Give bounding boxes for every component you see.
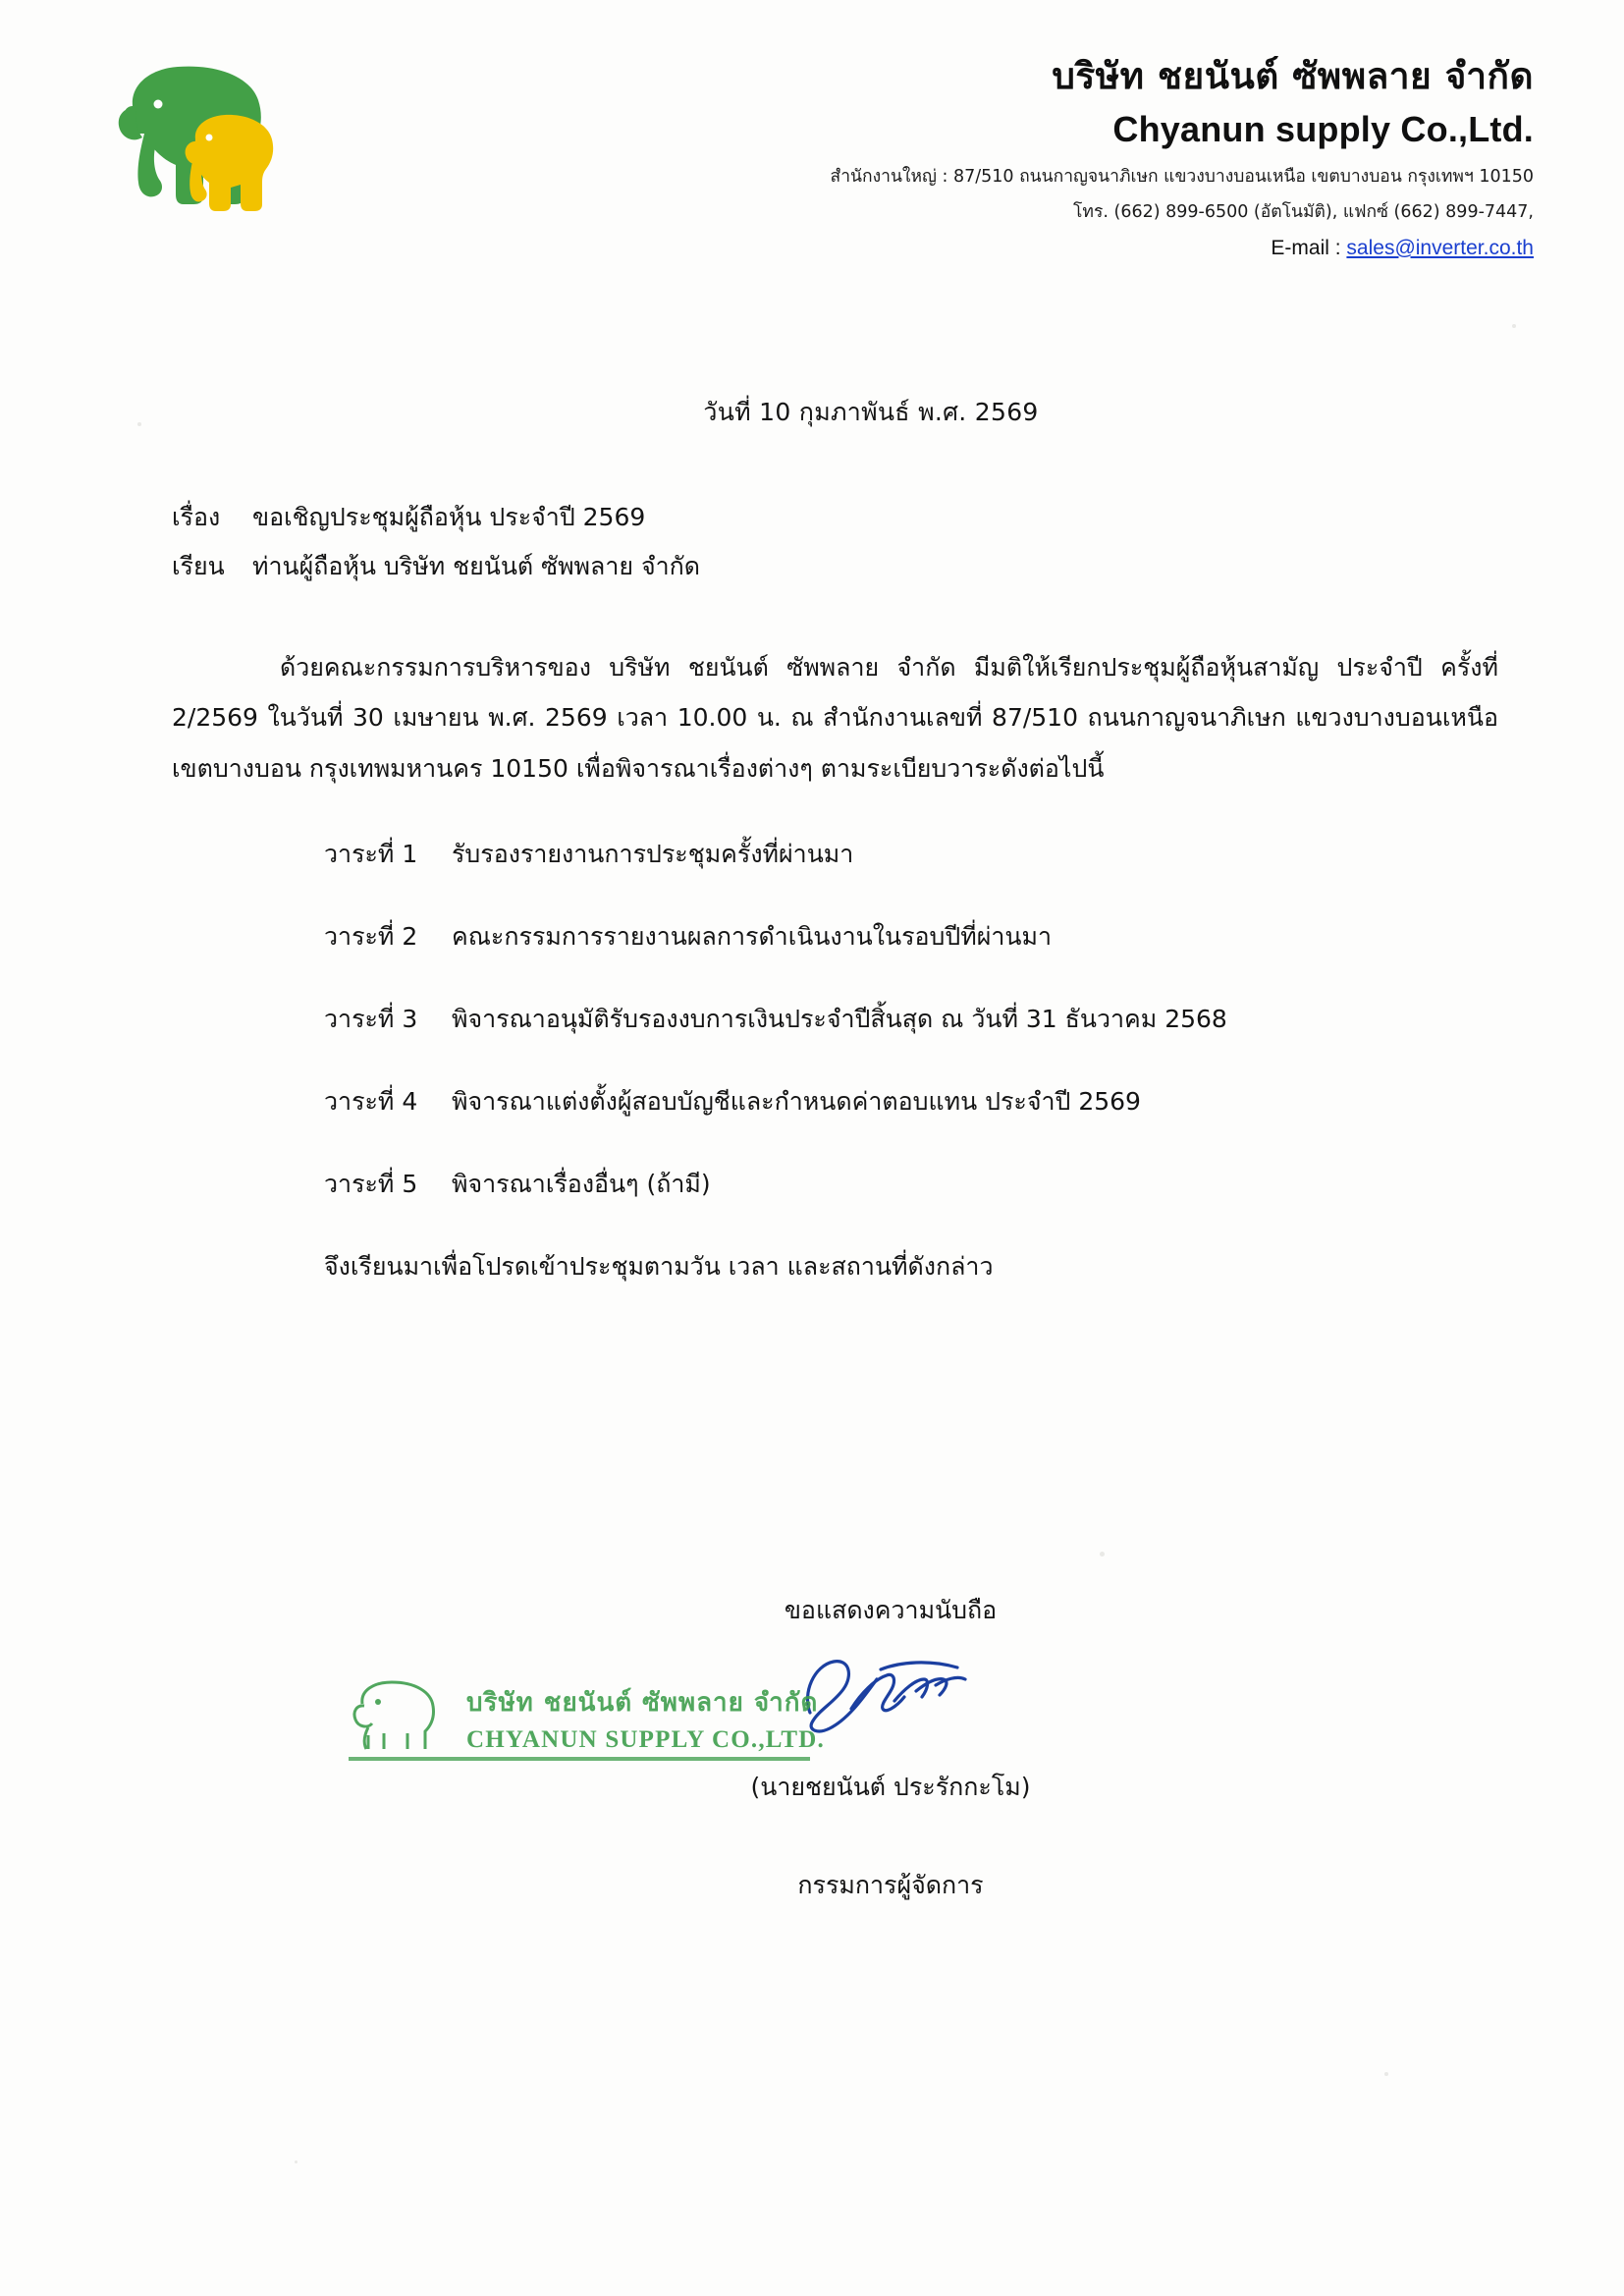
agenda-list (0, 835, 1624, 1204)
scan-speck (1384, 2072, 1388, 2076)
signature-area (0, 1591, 1624, 2082)
stamp-underline (349, 1757, 810, 1761)
scan-speck (137, 422, 141, 426)
stamp-text (466, 1682, 825, 1754)
agenda-text: รับรองรายงานการประชุมครั้งที่ผ่านมา (452, 839, 854, 868)
elephant-logo-icon (93, 49, 319, 236)
agenda-text: พิจารณาอนุมัติรับรองงบการเงินประจำปีสิ้นสุด ณ วันที่ 31 ธันวาคม 2568 (452, 1004, 1227, 1033)
attention-row (172, 542, 1624, 591)
attention-value: ท่านผู้ถือหุ้น บริษัท ชยนันต์ ซัพพลาย จำกัด (252, 552, 701, 580)
agenda-number: วาระที่ 1 (324, 839, 418, 868)
stamp-line-th: บริษัท ชยนันต์ ซัพพลาย จำกัด (466, 1688, 819, 1718)
signer-name: (นายชยนันต์ ประรักกะโม) (750, 1773, 1031, 1801)
list-item (324, 917, 1506, 957)
signer-title: กรรมการผู้จัดการ (797, 1871, 984, 1899)
agenda-text: พิจารณาเรื่องอื่นๆ (ถ้ามี) (452, 1169, 711, 1198)
company-phone-line: โทร. (662) 899-6500 (อัตโนมัติ), แฟกซ์ (662) 899-7447, (1073, 201, 1534, 222)
list-item (324, 1082, 1506, 1121)
subject-label: เรื่อง (172, 503, 221, 531)
stamp-line-en: CHYANUN SUPPLY CO.,LTD. (466, 1726, 825, 1753)
body-paragraph-text: ด้วยคณะกรรมการบริหารของ บริษัท ชยนันต์ ซัพพลาย จำกัด มีมติให้เรียกประชุมผู้ถือหุ้นสามัญ ประจำปี ครั้งที่ 2/2569 ในวันที่ 30 เมษายน พ.ศ. 2569 เวลา 10.00 น. ณ สำนักงานเลขที่ 87/510 ถนนกาญจนาภิเษก แขวงบางบอนเหนือ เขตบางบอน กรุงเทพมหานคร 10150 เพื่อพิจารณาเรื่องต่างๆ ตามระเบียบวาระดังต่อไปนี้ (172, 653, 1498, 783)
letterhead (0, 29, 1624, 324)
subject-value: ขอเชิญประชุมผู้ถือหุ้น ประจำปี 2569 (252, 503, 646, 531)
agenda-number: วาระที่ 2 (324, 921, 418, 951)
regards-line: ขอแสดงความนับถือ (784, 1596, 998, 1624)
company-email-line (831, 237, 1534, 260)
closing-note: จึงเรียนมาเพื่อโปรดเข้าประชุมตามวัน เวลา และสถานที่ดังกล่าว (324, 1251, 994, 1281)
agenda-text: คณะกรรมการรายงานผลการดำเนินงานในรอบปีที่ผ่านมา (452, 921, 1053, 951)
subject-row (172, 493, 1624, 542)
letter-headings (0, 493, 1624, 591)
email-link[interactable]: sales@inverter.co.th (1346, 236, 1534, 259)
company-address-line1: สำนักงานใหญ่ : 87/510 ถนนกาญจนาภิเษก แขวงบางบอนเหนือ เขตบางบอน กรุงเทพฯ 10150 (830, 167, 1534, 188)
company-name-en: Chyanun supply Co.,Ltd. (1112, 109, 1534, 150)
agenda-number: วาระที่ 4 (324, 1086, 418, 1116)
body-paragraph (0, 642, 1624, 793)
agenda-number: วาระที่ 5 (324, 1169, 418, 1198)
stamp-elephant-icon (349, 1674, 457, 1759)
letter-body (0, 393, 1624, 1286)
scan-speck (1100, 1552, 1105, 1557)
list-item (324, 1165, 1506, 1204)
scan-speck (1512, 324, 1516, 328)
scan-speck (295, 2160, 298, 2163)
list-item (324, 1000, 1506, 1039)
company-name-th: บริษัท ชยนันต์ ซัพพลาย จำกัด (1052, 55, 1534, 97)
agenda-number: วาระที่ 3 (324, 1004, 418, 1033)
company-identity (831, 54, 1534, 260)
attention-label: เรียน (172, 552, 225, 580)
agenda-text: พิจารณาแต่งตั้งผู้สอบบัญชีและกำหนดค่าตอบแทน ประจำปี 2569 (452, 1086, 1141, 1116)
email-label: E-mail : (1271, 236, 1347, 259)
letter-date: วันที่ 10 กุมภาพันธ์ พ.ศ. 2569 (703, 398, 1039, 426)
list-item (324, 835, 1506, 874)
